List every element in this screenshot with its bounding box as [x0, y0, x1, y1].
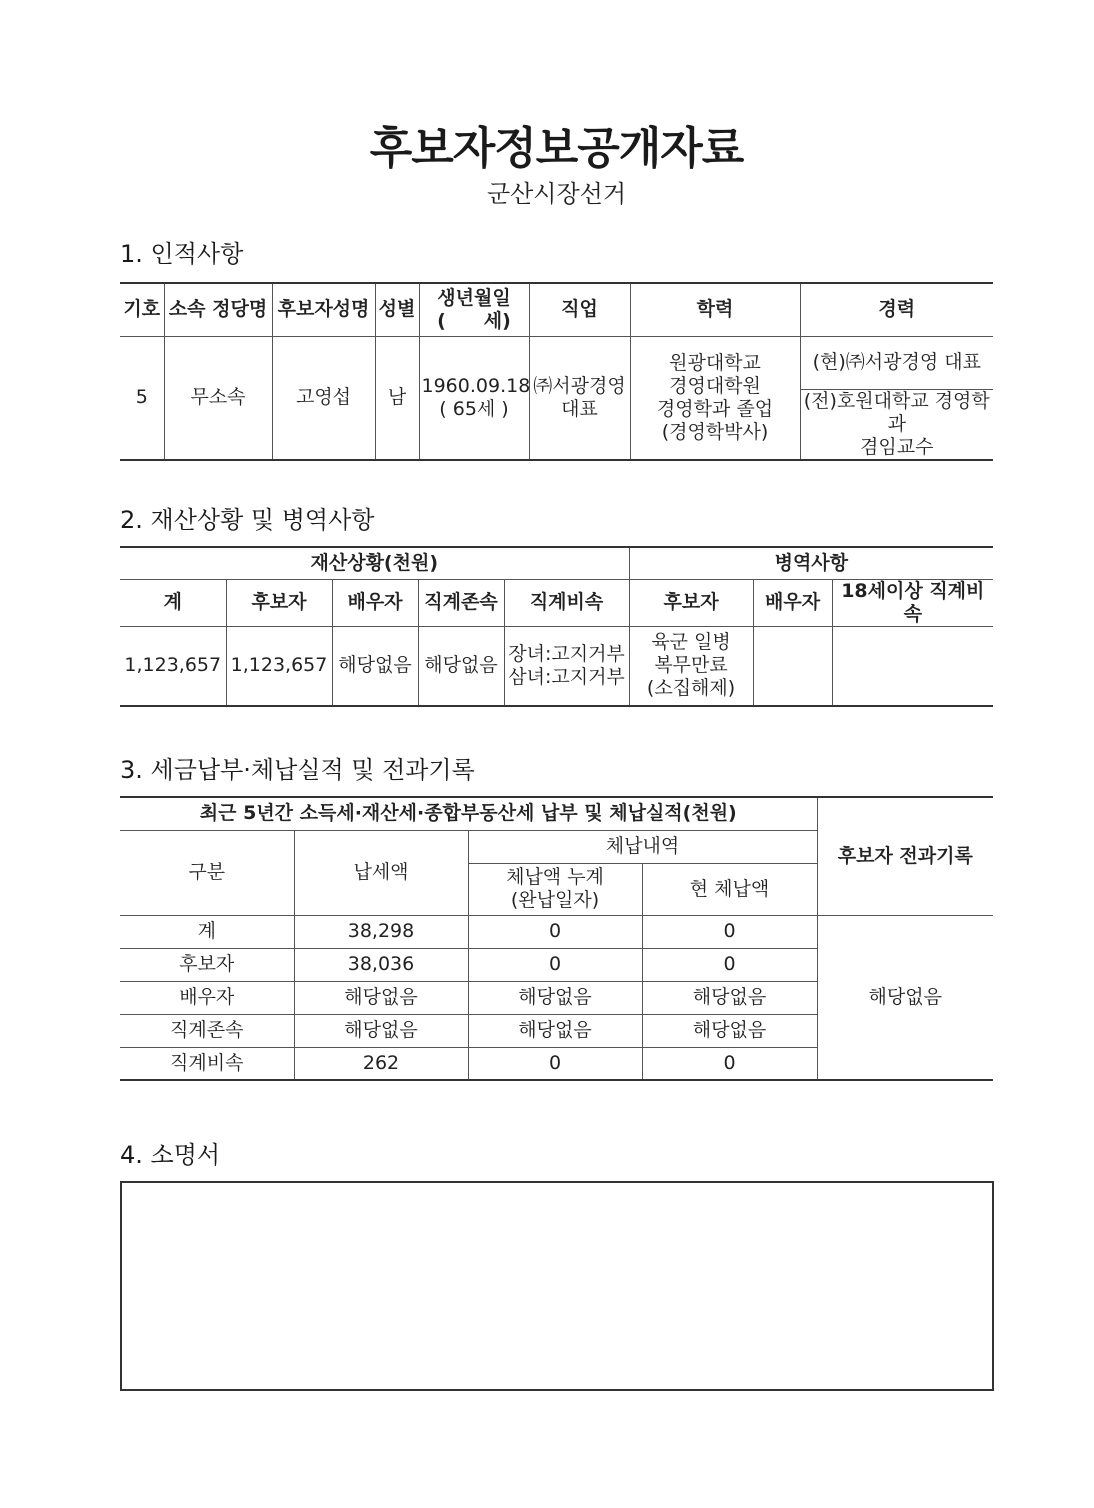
military-descendant	[832, 626, 993, 706]
col-birth-line1: 생년월일	[437, 286, 511, 309]
career-former	[800, 389, 993, 460]
document-title: 후보자정보공개자료	[369, 123, 744, 174]
col-birth	[419, 283, 529, 336]
tax-current-arrears: 해당없음	[642, 981, 817, 1014]
section-heading-tax: 3. 세금납부·체납실적 및 전과기록	[120, 756, 475, 784]
tax-current-arrears: 해당없음	[642, 1014, 817, 1047]
criminal-header: 후보자 전과기록	[817, 797, 993, 915]
col-descendant: 직계비속	[504, 579, 629, 626]
tax-category: 후보자	[120, 948, 294, 981]
military-line: (소집해제)	[646, 677, 736, 700]
election-name: 군산시장선거	[486, 180, 627, 208]
candidate-party: 무소속	[164, 336, 272, 460]
candidate-job	[529, 336, 630, 460]
tax-paid: 262	[294, 1047, 468, 1080]
age: ( 65세 )	[439, 397, 509, 420]
table-header-row	[120, 283, 993, 336]
tax-current-arrears: 0	[642, 1047, 817, 1080]
descendant-line2: 삼녀:고지거부	[508, 665, 625, 688]
table-row	[120, 626, 993, 706]
table-row	[120, 915, 993, 948]
job-line1: ㈜서광경영	[533, 374, 626, 397]
property-military-table	[120, 546, 993, 707]
col-arrears: 체납내역	[468, 830, 817, 863]
education-line: 원광대학교	[669, 351, 761, 374]
education-line: 경영대학원	[669, 374, 761, 397]
descendant-line1: 장녀:고지거부	[508, 642, 625, 665]
military-spouse	[753, 626, 832, 706]
tax-arrears-total: 0	[468, 915, 642, 948]
tax-category: 직계존속	[120, 1014, 294, 1047]
col-ascendant: 직계존속	[418, 579, 504, 626]
table-header-row	[120, 797, 993, 830]
tax-arrears-total: 0	[468, 1047, 642, 1080]
candidate-education	[630, 336, 800, 460]
table-row	[120, 336, 993, 389]
table-header-row	[120, 579, 993, 626]
property-descendant	[504, 626, 629, 706]
section-heading-personal: 1. 인적사항	[120, 240, 244, 268]
tax-category: 계	[120, 915, 294, 948]
candidate-number: 5	[120, 336, 164, 460]
career-former-line1: (전)호원대학교 경영학과	[803, 389, 990, 435]
tax-current-arrears: 0	[642, 948, 817, 981]
col-mil-descendant: 18세이상 직계비속	[832, 579, 993, 626]
tax-header: 최근 5년간 소득세·재산세·종합부동산세 납부 및 체납실적(천원)	[120, 797, 817, 830]
col-career: 경력	[800, 283, 993, 336]
section-heading-statement: 4. 소명서	[120, 1141, 221, 1169]
col-candidate: 후보자	[226, 579, 332, 626]
property-spouse: 해당없음	[332, 626, 418, 706]
col-total: 계	[120, 579, 226, 626]
table-header-row	[120, 547, 993, 579]
section-heading-property: 2. 재산상황 및 병역사항	[120, 506, 375, 534]
col-arrears-total	[468, 863, 642, 915]
col-category: 구분	[120, 830, 294, 915]
property-ascendant: 해당없음	[418, 626, 504, 706]
military-line: 육군 일병	[651, 631, 731, 654]
military-candidate	[629, 626, 753, 706]
education-line: (경영학박사)	[661, 420, 769, 443]
tax-arrears-total: 해당없음	[468, 981, 642, 1014]
criminal-record: 해당없음	[817, 915, 993, 1080]
col-arrears-total-line2: (완납일자)	[510, 889, 600, 911]
candidate-birth	[419, 336, 529, 460]
tax-category: 직계비속	[120, 1047, 294, 1080]
col-mil-candidate: 후보자	[629, 579, 753, 626]
col-education: 학력	[630, 283, 800, 336]
statement-box	[120, 1181, 994, 1391]
education-line: 경영학과 졸업	[656, 397, 774, 420]
tax-current-arrears: 0	[642, 915, 817, 948]
tax-category: 배우자	[120, 981, 294, 1014]
tax-arrears-total: 0	[468, 948, 642, 981]
job-line2: 대표	[561, 397, 598, 420]
candidate-name: 고영섭	[272, 336, 375, 460]
career-former-line2: 겸임교수	[860, 435, 934, 458]
col-mil-spouse: 배우자	[753, 579, 832, 626]
col-spouse: 배우자	[332, 579, 418, 626]
col-current-arrears: 현 체납액	[642, 863, 817, 915]
career-current: (현)㈜서광경영 대표	[800, 336, 993, 389]
col-job: 직업	[529, 283, 630, 336]
birth-date: 1960.09.18	[421, 374, 531, 397]
col-number: 기호	[120, 283, 164, 336]
col-party: 소속 정당명	[164, 283, 272, 336]
property-total: 1,123,657	[120, 626, 226, 706]
property-candidate: 1,123,657	[226, 626, 332, 706]
tax-paid: 38,298	[294, 915, 468, 948]
military-line: 복무만료	[654, 654, 728, 677]
candidate-gender: 남	[375, 336, 419, 460]
col-arrears-total-line1: 체납액 누계	[506, 866, 604, 888]
personal-info-table	[120, 282, 993, 461]
col-gender: 성별	[375, 283, 419, 336]
tax-criminal-table	[120, 796, 993, 1081]
property-header: 재산상황(천원)	[120, 547, 629, 579]
military-header: 병역사항	[629, 547, 993, 579]
tax-paid: 해당없음	[294, 1014, 468, 1047]
tax-paid: 38,036	[294, 948, 468, 981]
col-name: 후보자성명	[272, 283, 375, 336]
tax-paid: 해당없음	[294, 981, 468, 1014]
tax-arrears-total: 해당없음	[468, 1014, 642, 1047]
col-paid: 납세액	[294, 830, 468, 915]
col-birth-line2: ( 세)	[437, 309, 511, 332]
